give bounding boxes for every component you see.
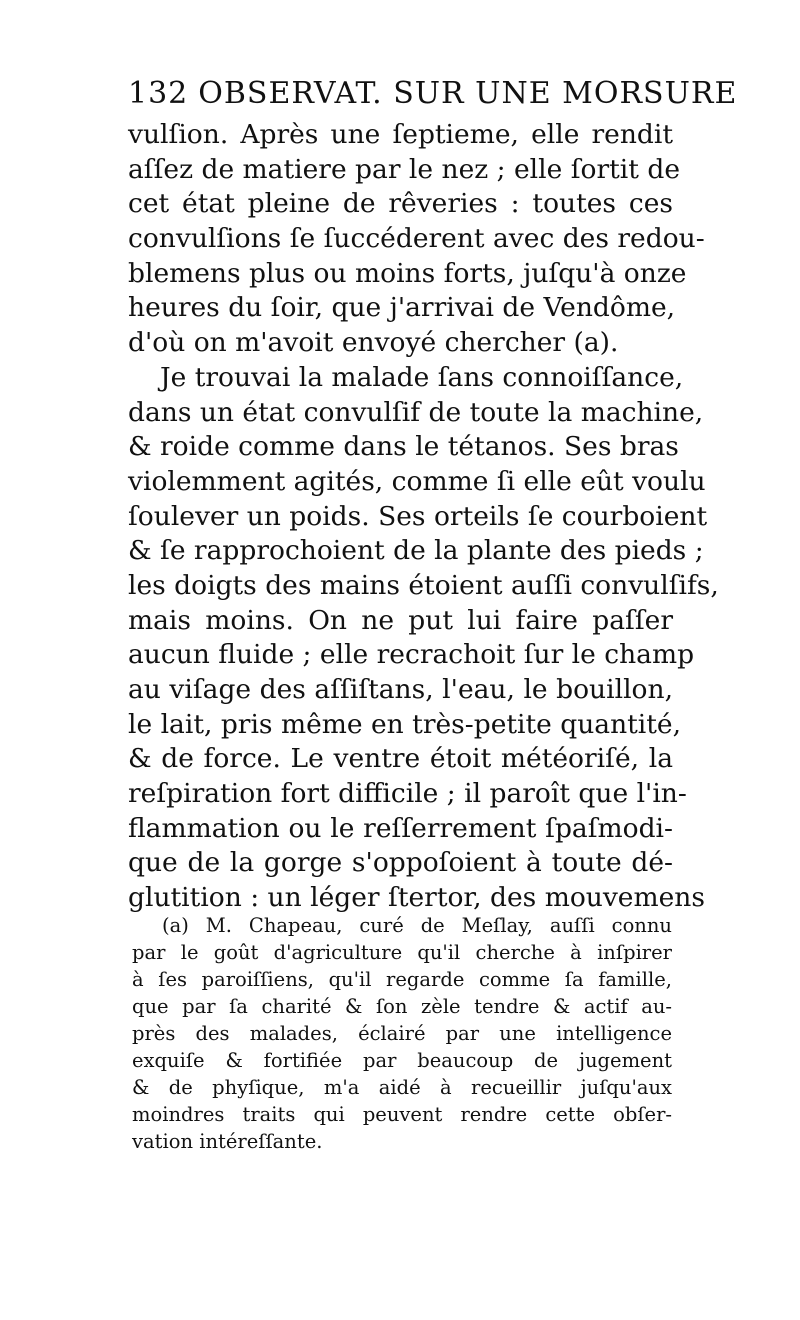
text-line: aucun fluide ; elle recrachoit ſur le champ <box>128 639 695 671</box>
text-line: ſoulever un poids. Ses orteils ſe courboient <box>128 500 708 532</box>
footnote-line: exquiſe & fortifiée par beaucoup de jugement <box>132 1049 672 1072</box>
text-line: dans un état convulſif de toute la machine, <box>128 396 704 428</box>
text-line: & ſe rapprochoient de la plante des pieds ; <box>128 535 704 567</box>
text-line: glutition : un léger ſtertor, des mouvemens <box>128 882 705 914</box>
footnote-line: moindres traits qui peuvent rendre cette obſer- <box>132 1103 672 1126</box>
text-line: les doigts des mains étoient auſſi convulſifs, <box>128 569 719 601</box>
text-line: blemens plus ou moins forts, juſqu'à onze <box>128 257 687 289</box>
text-line: aſſez de matiere par le nez ; elle ſortit de <box>128 153 680 185</box>
page-number: 132 <box>128 76 189 111</box>
text-line: & roide comme dans le tétanos. Ses bras <box>128 431 679 463</box>
text-line: le lait, pris même en très-petite quantité, <box>128 708 682 740</box>
text-line: mais moins. On ne put lui faire paſſer <box>128 604 673 636</box>
text-line: convulſions ſe ſuccéderent avec des redou- <box>128 223 705 255</box>
footnote-line: que par ſa charité & ſon zèle tendre & actif au- <box>132 995 672 1018</box>
footnote-line: par le goût d'agriculture qu'il cherche à inſpirer <box>132 941 672 964</box>
text-line: cet état pleine de rêveries : toutes ces <box>128 188 673 220</box>
text-line: que de la gorge s'oppoſoient à toute dé- <box>128 847 673 879</box>
footnote-line: vation intéreſſante. <box>132 1130 323 1153</box>
running-title: OBSERVAT. SUR UNE MORSURE <box>198 76 738 111</box>
text-line: violemment agités, comme ſi elle eût voulu <box>128 465 706 497</box>
text-line: vulſion. Après une ſeptieme, elle rendit <box>128 119 673 150</box>
text-line: reſpiration fort difficile ; il paroît que l'in- <box>128 778 687 810</box>
text-line: & de force. Le ventre étoit météoriſé, la <box>128 743 673 775</box>
text-line: au viſage des aſſiſtans, l'eau, le bouillon, <box>128 674 673 705</box>
text-line: heures du ſoir, que j'arrivai de Vendôme, <box>128 292 676 324</box>
text-line: d'où on m'avoit envoyé chercher (a). <box>128 327 619 359</box>
footnote-line: à ſes paroiſſiens, qu'il regarde comme ſa famille, <box>132 968 672 991</box>
text-line: flammation ou le reſſerrement ſpaſmodi- <box>128 812 673 844</box>
text-line: Je trouvai la malade ſans connoiſſance, <box>160 361 684 393</box>
footnote-line: (a) M. Chapeau, curé de Meſlay, auſſi connu <box>162 914 672 937</box>
footnote-line: & de phyſique, m'a aidé à recueillir juſqu'aux <box>132 1076 672 1099</box>
footnote-line: près des malades, éclairé par une intelligence <box>132 1022 672 1045</box>
footnote <box>132 912 672 1155</box>
running-header <box>128 76 738 120</box>
main-text <box>128 118 719 916</box>
